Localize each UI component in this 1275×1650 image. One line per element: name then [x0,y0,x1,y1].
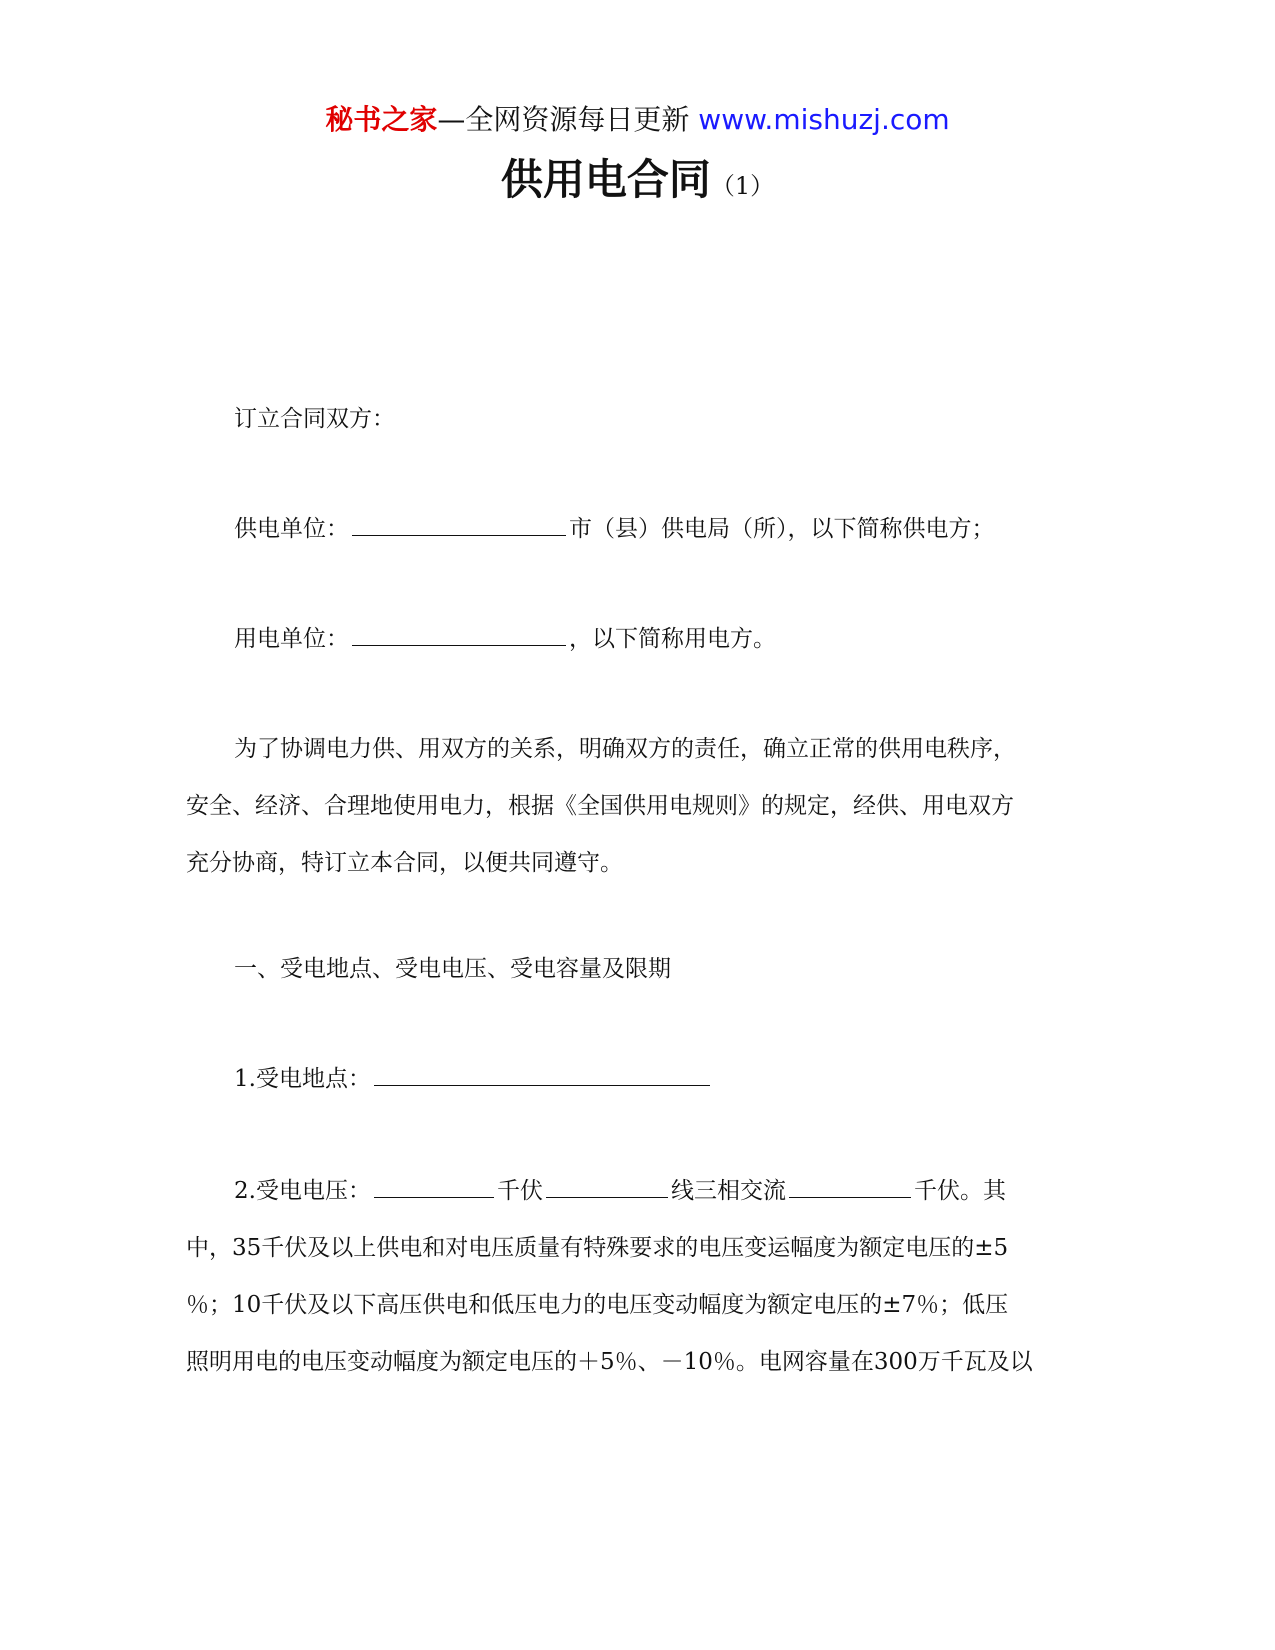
parties-heading-text: 订立合同双方： [234,406,395,432]
title-suffix: （1） [710,172,775,200]
supplier-line [186,501,1076,558]
consumer-blank [352,623,566,646]
site-url-link[interactable]: www.mishuzj.com [698,103,950,136]
document-title [0,150,1275,219]
intro-paragraph [186,721,1076,892]
intro-line: 为了协调电力供、用双方的关系，明确双方的责任，确立正常的供用电秩序， [234,736,1016,762]
item2-kv: 千伏 [496,1178,543,1204]
site-header [0,100,1275,140]
supplier-blank [352,513,566,536]
intro-line: 安全、经济、合理地使用电力，根据《全国供用电规则》的规定，经供、用电双方 [186,793,1014,819]
intro-line: 充分协商，特订立本合同，以便共同遵守。 [186,850,623,876]
supplier-label: 供电单位： [234,516,349,542]
item2-first-line [186,1163,1076,1220]
parties-heading [186,391,1076,448]
item1-label: 1.受电地点： [234,1066,371,1092]
item2-blank-line [546,1175,668,1198]
item1-line [186,1051,1076,1108]
item2-label: 2.受电电压： [234,1178,371,1204]
item2-blank-voltage [374,1175,494,1198]
brand-name: 秘书之家 [325,103,438,136]
consumer-label: 用电单位： [234,626,349,652]
section1-heading [186,941,1076,998]
supplier-suffix: 市（县）供电局（所），以下简称供电方； [569,516,995,542]
section1-heading-text: 一、受电地点、受电电压、受电容量及限期 [234,956,671,982]
item2-tail: 千伏。其 [913,1178,1006,1204]
consumer-suffix: ，以下简称用电方。 [569,626,776,652]
item2-line: 照明用电的电压变动幅度为额定电压的＋5％、－10％。电网容量在300万千瓦及以 [186,1349,1033,1375]
site-slogan: —全网资源每日更新 [437,103,690,136]
item2-blank-kv [789,1175,911,1198]
item1-blank [374,1063,710,1086]
item2-line3: 线三相交流 [670,1178,786,1204]
item2-line: 中，35千伏及以上供电和对电压质量有特殊要求的电压变运幅度为额定电压的±5 [186,1235,1009,1261]
title-main: 供用电合同 [500,155,711,204]
item2-line: ％；10千伏及以下高压供电和低压电力的电压变动幅度为额定电压的±7％；低压 [186,1292,1009,1318]
item2-paragraph [186,1163,1076,1391]
consumer-line [186,611,1076,668]
